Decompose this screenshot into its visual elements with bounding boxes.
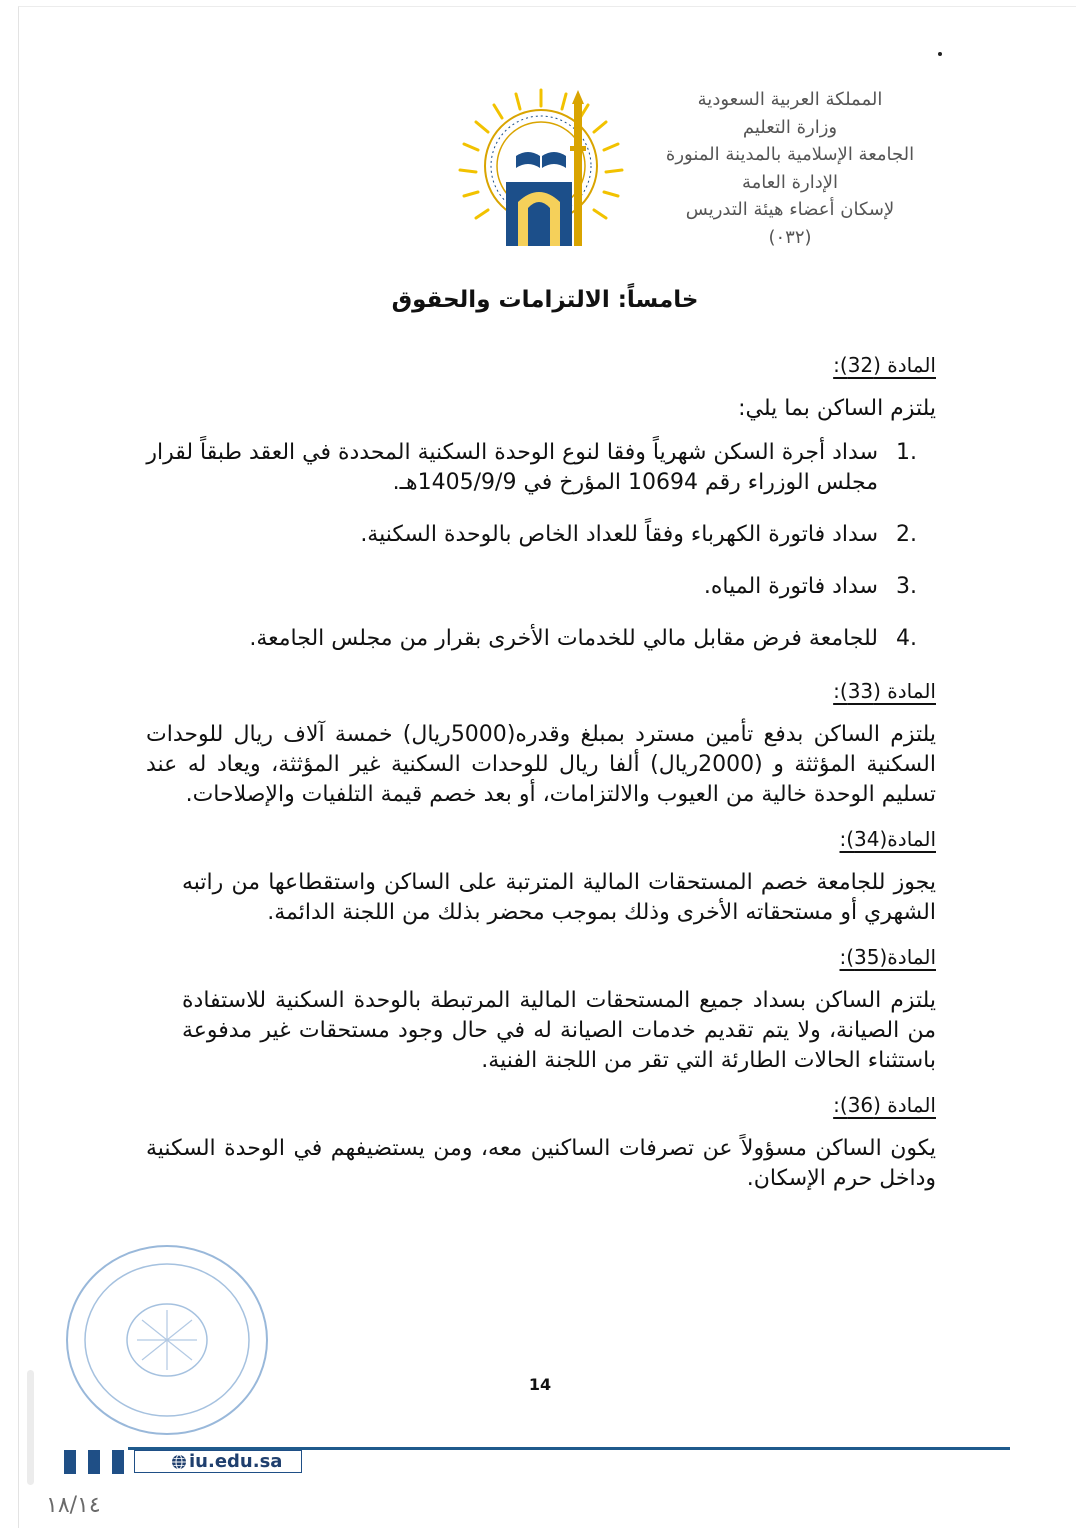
university-logo xyxy=(456,86,626,256)
footer-bar xyxy=(88,1450,100,1474)
letterhead-line: لإسكان أعضاء هيئة التدريس xyxy=(685,199,895,220)
article-intro: يلتزم الساكن بما يلي: xyxy=(738,396,936,421)
website-label[interactable] xyxy=(134,1450,302,1473)
folio-number: ١٨/١٤ xyxy=(46,1493,101,1518)
article-title: المادة (33): xyxy=(833,679,936,703)
scrollbar[interactable] xyxy=(27,1370,34,1485)
list-number: 3. xyxy=(896,574,917,599)
document-body xyxy=(146,338,936,1208)
article-title: المادة(34): xyxy=(839,827,936,851)
list-number: 1. xyxy=(896,440,917,465)
list-item-text: للجامعة فرض مقابل مالي للخدمات الأخرى بقرار من مجلس الجامعة. xyxy=(249,626,878,651)
article-title: المادة(35): xyxy=(839,945,936,969)
footer-bar xyxy=(112,1450,124,1474)
article-text: يلتزم الساكن بسداد جميع المستحقات المالية المرتبطة بالوحدة السكنية للاستفادة من الصيانة، ولا يتم تقديم خدمات الصيانة له في حال وجود مستحقات غير مدفوعة باستثناء الحالات الطارئة التي تقر من اللجنة الفنية. xyxy=(182,988,936,1073)
letterhead-line: الإدارة العامة xyxy=(741,171,839,193)
list-item xyxy=(146,624,936,654)
list-item-text: سداد فاتورة الكهرباء وفقاً للعداد الخاص بالوحدة السكنية. xyxy=(360,522,878,547)
list-item xyxy=(146,572,936,602)
page-number: 14 xyxy=(528,1375,552,1394)
letterhead xyxy=(610,86,970,251)
list-item xyxy=(146,520,936,550)
article-text: يكون الساكن مسؤولاً عن تصرفات الساكنين معه، ومن يستضيفهم في الوحدة السكنية وداخل حرم الإسكان. xyxy=(146,1136,936,1191)
article-title: المادة (32): xyxy=(833,353,936,377)
letterhead-line: الجامعة الإسلامية بالمدينة المنورة xyxy=(665,144,915,165)
article-title: المادة (36): xyxy=(833,1093,936,1117)
globe-icon xyxy=(171,1454,187,1470)
list-number: 2. xyxy=(896,522,917,547)
letterhead-line: وزارة التعليم xyxy=(742,116,838,138)
article-text: يجوز للجامعة خصم المستحقات المالية المترتبة على الساكن واستقطاعها من راتبه الشهري أو مستحقاته الأخرى وذلك بموجب محضر بذلك من اللجنة الدائمة. xyxy=(182,870,936,925)
list-item-text: سداد أجرة السكن شهرياً وفقا لنوع الوحدة السكنية المحددة في العقد طبقاً لقرار مجلس الوزراء رقم 10694 المؤرخ في 1405/9/9هـ. xyxy=(146,440,878,495)
list-item-text: سداد فاتورة المياه. xyxy=(703,574,878,599)
official-stamp xyxy=(62,1240,272,1440)
footer-bar xyxy=(64,1450,76,1474)
website-url: iu.edu.sa xyxy=(189,1451,283,1472)
obligations-list xyxy=(146,438,936,654)
letterhead-line: (٠٣٢) xyxy=(768,226,812,248)
article-text: يلتزم الساكن بدفع تأمين مسترد بمبلغ وقدره(5000ريال) خمسة آلاف ريال للوحدات السكنية المؤثثة و (2000ريال) ألفا ريال للوحدات السكنية غير المؤثثة، ويعاد له عند تسليم الوحدة خالية من العيوب والالتزامات، أو بعد خصم قيمة التلفيات والإصلاحات. xyxy=(146,722,936,807)
letterhead-line: المملكة العربية السعودية xyxy=(697,89,883,110)
section-heading: خامساً: الالتزامات والحقوق xyxy=(391,287,699,313)
list-number: 4. xyxy=(896,626,917,651)
list-item xyxy=(146,438,936,498)
scan-dot xyxy=(938,52,942,56)
